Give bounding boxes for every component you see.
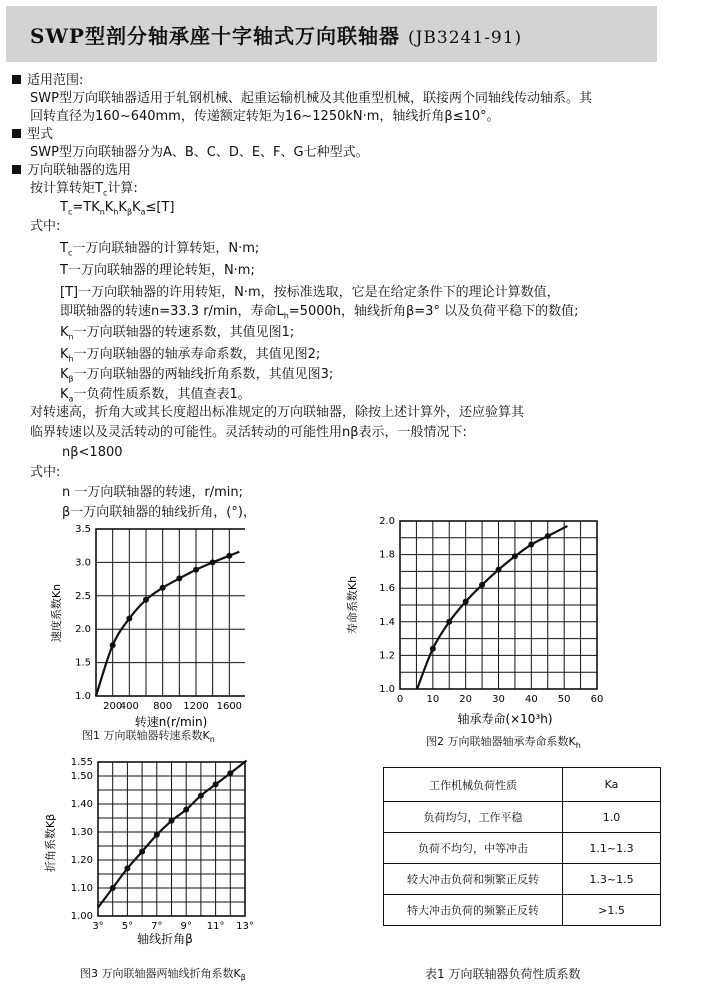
- def-allow-2b: =5000h，轴线折角β=3° 以及负荷平稳下的数值;: [288, 304, 579, 319]
- table-header-row: [384, 768, 661, 802]
- fig2-caption: [426, 733, 581, 750]
- def-kn: $K_n$一万向联轴器的转速系数，其值见图1;: [60, 325, 295, 342]
- page-title: [30, 20, 522, 49]
- def-kb: $K_\beta$一万向联轴器的两轴线折角系数，其值见图3;: [60, 367, 334, 384]
- data-point: [110, 642, 116, 648]
- table-cell: 负荷均匀，工作平稳: [384, 802, 563, 833]
- y-tick-label: 3.0: [75, 557, 91, 569]
- x-tick-label: 200: [103, 701, 123, 712]
- para-1: 对转速高，折角大或其长度超出标准规定的万向联轴器，除按上述计算外，还应验算其: [30, 405, 525, 420]
- x-tick-label: 11°: [206, 921, 225, 932]
- def-kn-text: 一万向联轴器的转速系数，其值见图1;: [73, 325, 295, 340]
- chart2-xlabel: 轴承寿命(×10³h): [457, 712, 553, 726]
- fig3-caption: [80, 965, 246, 982]
- where-label: 式中:: [30, 219, 61, 234]
- standard-code: (JB3241-91): [407, 28, 523, 48]
- data-point: [143, 597, 149, 603]
- y-tick-label: 1.55: [70, 757, 93, 768]
- data-point: [169, 818, 175, 824]
- x-tick-label: 1200: [183, 701, 209, 712]
- def-allow-2a: 即联轴器的转速n=33.3 r/min，寿命L: [60, 304, 284, 319]
- fig2-caption-sub: h: [575, 741, 581, 751]
- data-point: [227, 770, 233, 776]
- y-tick-label: 1.5: [75, 657, 91, 669]
- y-tick-label: 1.20: [70, 855, 93, 866]
- table-cell: 特大冲击负荷的频繁正反转: [384, 895, 563, 926]
- types-line-1: SWP型万向联轴器分为A、B、C、D、E、F、G七种型式。: [30, 145, 369, 160]
- x-tick-label: 10: [426, 694, 440, 705]
- data-point: [226, 553, 232, 559]
- y-tick-label: 1.8: [379, 549, 395, 561]
- x-tick-label: 800: [153, 701, 173, 712]
- data-point: [154, 832, 160, 838]
- section-selection-heading: [12, 162, 131, 180]
- series-line: [96, 552, 239, 696]
- x-tick-label: 9°: [180, 921, 192, 932]
- data-point: [545, 533, 551, 539]
- chart3-xlabel: 轴线折角β: [137, 932, 193, 946]
- data-point: [446, 619, 452, 625]
- chart-angle-coefficient: [40, 755, 280, 960]
- data-point: [126, 616, 132, 622]
- chart1-xlabel: 转速n(r/min): [134, 715, 208, 729]
- def-t: T一万向联轴器的理论转矩，N·m;: [60, 263, 255, 278]
- table-row: [384, 802, 661, 833]
- calc-intro-b: 计算:: [107, 181, 138, 196]
- data-point: [110, 885, 116, 891]
- chart1-ylabel: 速度系数Kn: [50, 583, 63, 643]
- table-cell: 1.0: [563, 802, 661, 833]
- y-tick-label: 1.0: [379, 684, 395, 695]
- fig2-caption-text: 图2 万向联轴器轴承寿命系数K: [426, 735, 576, 748]
- where-label-2: 式中:: [30, 465, 61, 480]
- data-point: [463, 599, 469, 605]
- def-ka-text: 一负荷性质系数，其值查表1。: [73, 387, 251, 402]
- data-point: [193, 567, 199, 573]
- table-row: [384, 895, 661, 926]
- para-2: 临界转速以及灵活转动的可能性。灵活转动的可能性用nβ表示，一般情况下:: [30, 425, 467, 440]
- title-text: SWP型剖分轴承座十字轴式万向联轴器: [30, 24, 400, 48]
- x-tick-label: 13°: [236, 921, 254, 932]
- x-tick-label: 7°: [151, 921, 163, 932]
- x-tick-label: 30: [492, 694, 505, 705]
- chart-bearing-life-coefficient: [340, 513, 615, 728]
- table-row: [384, 833, 661, 864]
- y-tick-label: 2.5: [75, 590, 91, 602]
- bullet-square-icon: [12, 165, 21, 174]
- def-n: n 一万向联轴器的转速，r/min;: [62, 485, 243, 500]
- chart2-ylabel: 寿命系数Kh: [346, 575, 359, 635]
- table-cell: 1.3~1.5: [563, 864, 661, 895]
- data-point: [496, 567, 502, 573]
- data-point: [213, 781, 219, 787]
- def-tc-text: 一万向联轴器的计算转矩，N·m;: [72, 241, 260, 256]
- def-kh: $K_h$一万向联轴器的轴承寿命系数，其值见图2;: [60, 347, 321, 364]
- x-tick-label: 60: [590, 694, 604, 705]
- section-scope-heading: [12, 72, 83, 90]
- y-tick-label: 1.0: [75, 691, 91, 702]
- series-line: [98, 761, 246, 908]
- types-heading-text: 型式: [27, 127, 54, 142]
- y-tick-label: 1.40: [70, 799, 93, 810]
- x-tick-label: 400: [119, 701, 139, 712]
- def-kh-text: 一万向联轴器的轴承寿命系数，其值见图2;: [73, 347, 321, 362]
- def-ka: $K_a$一负荷性质系数，其值查表1。: [60, 387, 251, 404]
- data-point: [139, 849, 145, 855]
- def-tc: $T_c$一万向联轴器的计算转矩，N·m;: [60, 241, 260, 258]
- table-cell: 负荷不均匀，中等冲击: [384, 833, 563, 864]
- y-tick-label: 1.6: [379, 583, 395, 595]
- table-cell: 较大冲击负荷和频繁正反转: [384, 864, 563, 895]
- scope-line-1: SWP型万向联轴器适用于轧钢机械、起重运输机械及其他重型机械，联接两个同轴线传动轴系。其: [30, 91, 592, 106]
- y-tick-label: 2.0: [75, 624, 91, 636]
- data-point: [210, 559, 216, 565]
- x-tick-label: 5°: [121, 921, 134, 932]
- def-allow-1: [T]一万向联轴器的许用转矩，N·m，按标准选取，它是在给定条件下的理论计算数值，: [60, 285, 560, 300]
- inequality: nβ<1800: [62, 445, 123, 460]
- x-tick-label: 20: [459, 694, 473, 705]
- scope-heading-text: 适用范围:: [27, 73, 84, 88]
- calc-intro-a: 按计算转矩T: [30, 181, 103, 196]
- fig3-caption-sub: β: [240, 973, 246, 983]
- series-line: [417, 526, 567, 689]
- chart1-frame: [96, 529, 245, 696]
- x-tick-label: 3°: [92, 921, 104, 932]
- y-tick-label: 2.0: [379, 516, 395, 527]
- y-tick-label: 1.00: [70, 911, 93, 922]
- y-tick-label: 1.2: [379, 650, 395, 662]
- table-row: [384, 864, 661, 895]
- data-point: [124, 865, 130, 871]
- fig1-caption-sub: n: [209, 735, 215, 745]
- data-point: [479, 582, 485, 588]
- data-point: [430, 646, 436, 652]
- selection-heading-text: 万向联轴器的选用: [27, 163, 132, 178]
- fig3-caption-text: 图3 万向联轴器两轴线折角系数K: [80, 967, 241, 980]
- def-allow-2: 即联轴器的转速n=33.3 r/min，寿命$L_h=5000h$，轴线折角β=3° 以及负荷平稳下的数值;: [60, 304, 579, 321]
- x-tick-label: 50: [557, 694, 571, 705]
- chart-speed-coefficient: [45, 523, 245, 738]
- data-point: [198, 793, 204, 799]
- formula-main: $T_c=TK_nK_hK_\beta K_a\le[T]$: [60, 200, 175, 217]
- x-tick-label: 0: [396, 694, 404, 705]
- def-kb-text: 一万向联轴器的两轴线折角系数，其值见图3;: [73, 367, 334, 382]
- chart3-ylabel: 折角系数Kβ: [44, 813, 57, 873]
- fig1-caption: [82, 727, 215, 744]
- table-cell: 1.1~1.3: [563, 833, 661, 864]
- calc-intro-sub: c: [102, 188, 108, 198]
- y-tick-label: 1.50: [70, 771, 93, 782]
- x-tick-label: 1600: [216, 701, 243, 712]
- data-point: [176, 575, 182, 581]
- fig1-caption-text: 图1 万向联轴器转速系数K: [82, 729, 210, 742]
- data-point: [160, 585, 166, 591]
- y-tick-label: 1.10: [70, 883, 93, 894]
- x-tick-label: 40: [524, 694, 538, 705]
- load-factor-table: [383, 767, 661, 926]
- bullet-square-icon: [12, 75, 21, 84]
- table-cell: >1.5: [563, 895, 661, 926]
- title-banner: [6, 6, 657, 62]
- def-beta: β一万向联轴器的轴线折角，(°)，: [62, 505, 256, 520]
- bullet-square-icon: [12, 129, 21, 138]
- table-header-cell: 工作机械负荷性质: [384, 768, 563, 802]
- data-point: [183, 807, 189, 813]
- scope-line-2: 回转直径为160~640mm，传递额定转矩为16~1250kN·m，轴线折角β≤10°。: [30, 109, 500, 124]
- table1-caption: 表1 万向联轴器负荷性质系数: [425, 967, 581, 981]
- y-tick-label: 1.30: [70, 827, 93, 838]
- data-point: [512, 553, 518, 559]
- section-types-heading: [12, 126, 53, 144]
- data-point: [528, 542, 534, 548]
- table-header-cell: Ka: [563, 768, 661, 802]
- y-tick-label: 1.4: [379, 616, 395, 628]
- y-tick-label: 3.5: [75, 524, 91, 535]
